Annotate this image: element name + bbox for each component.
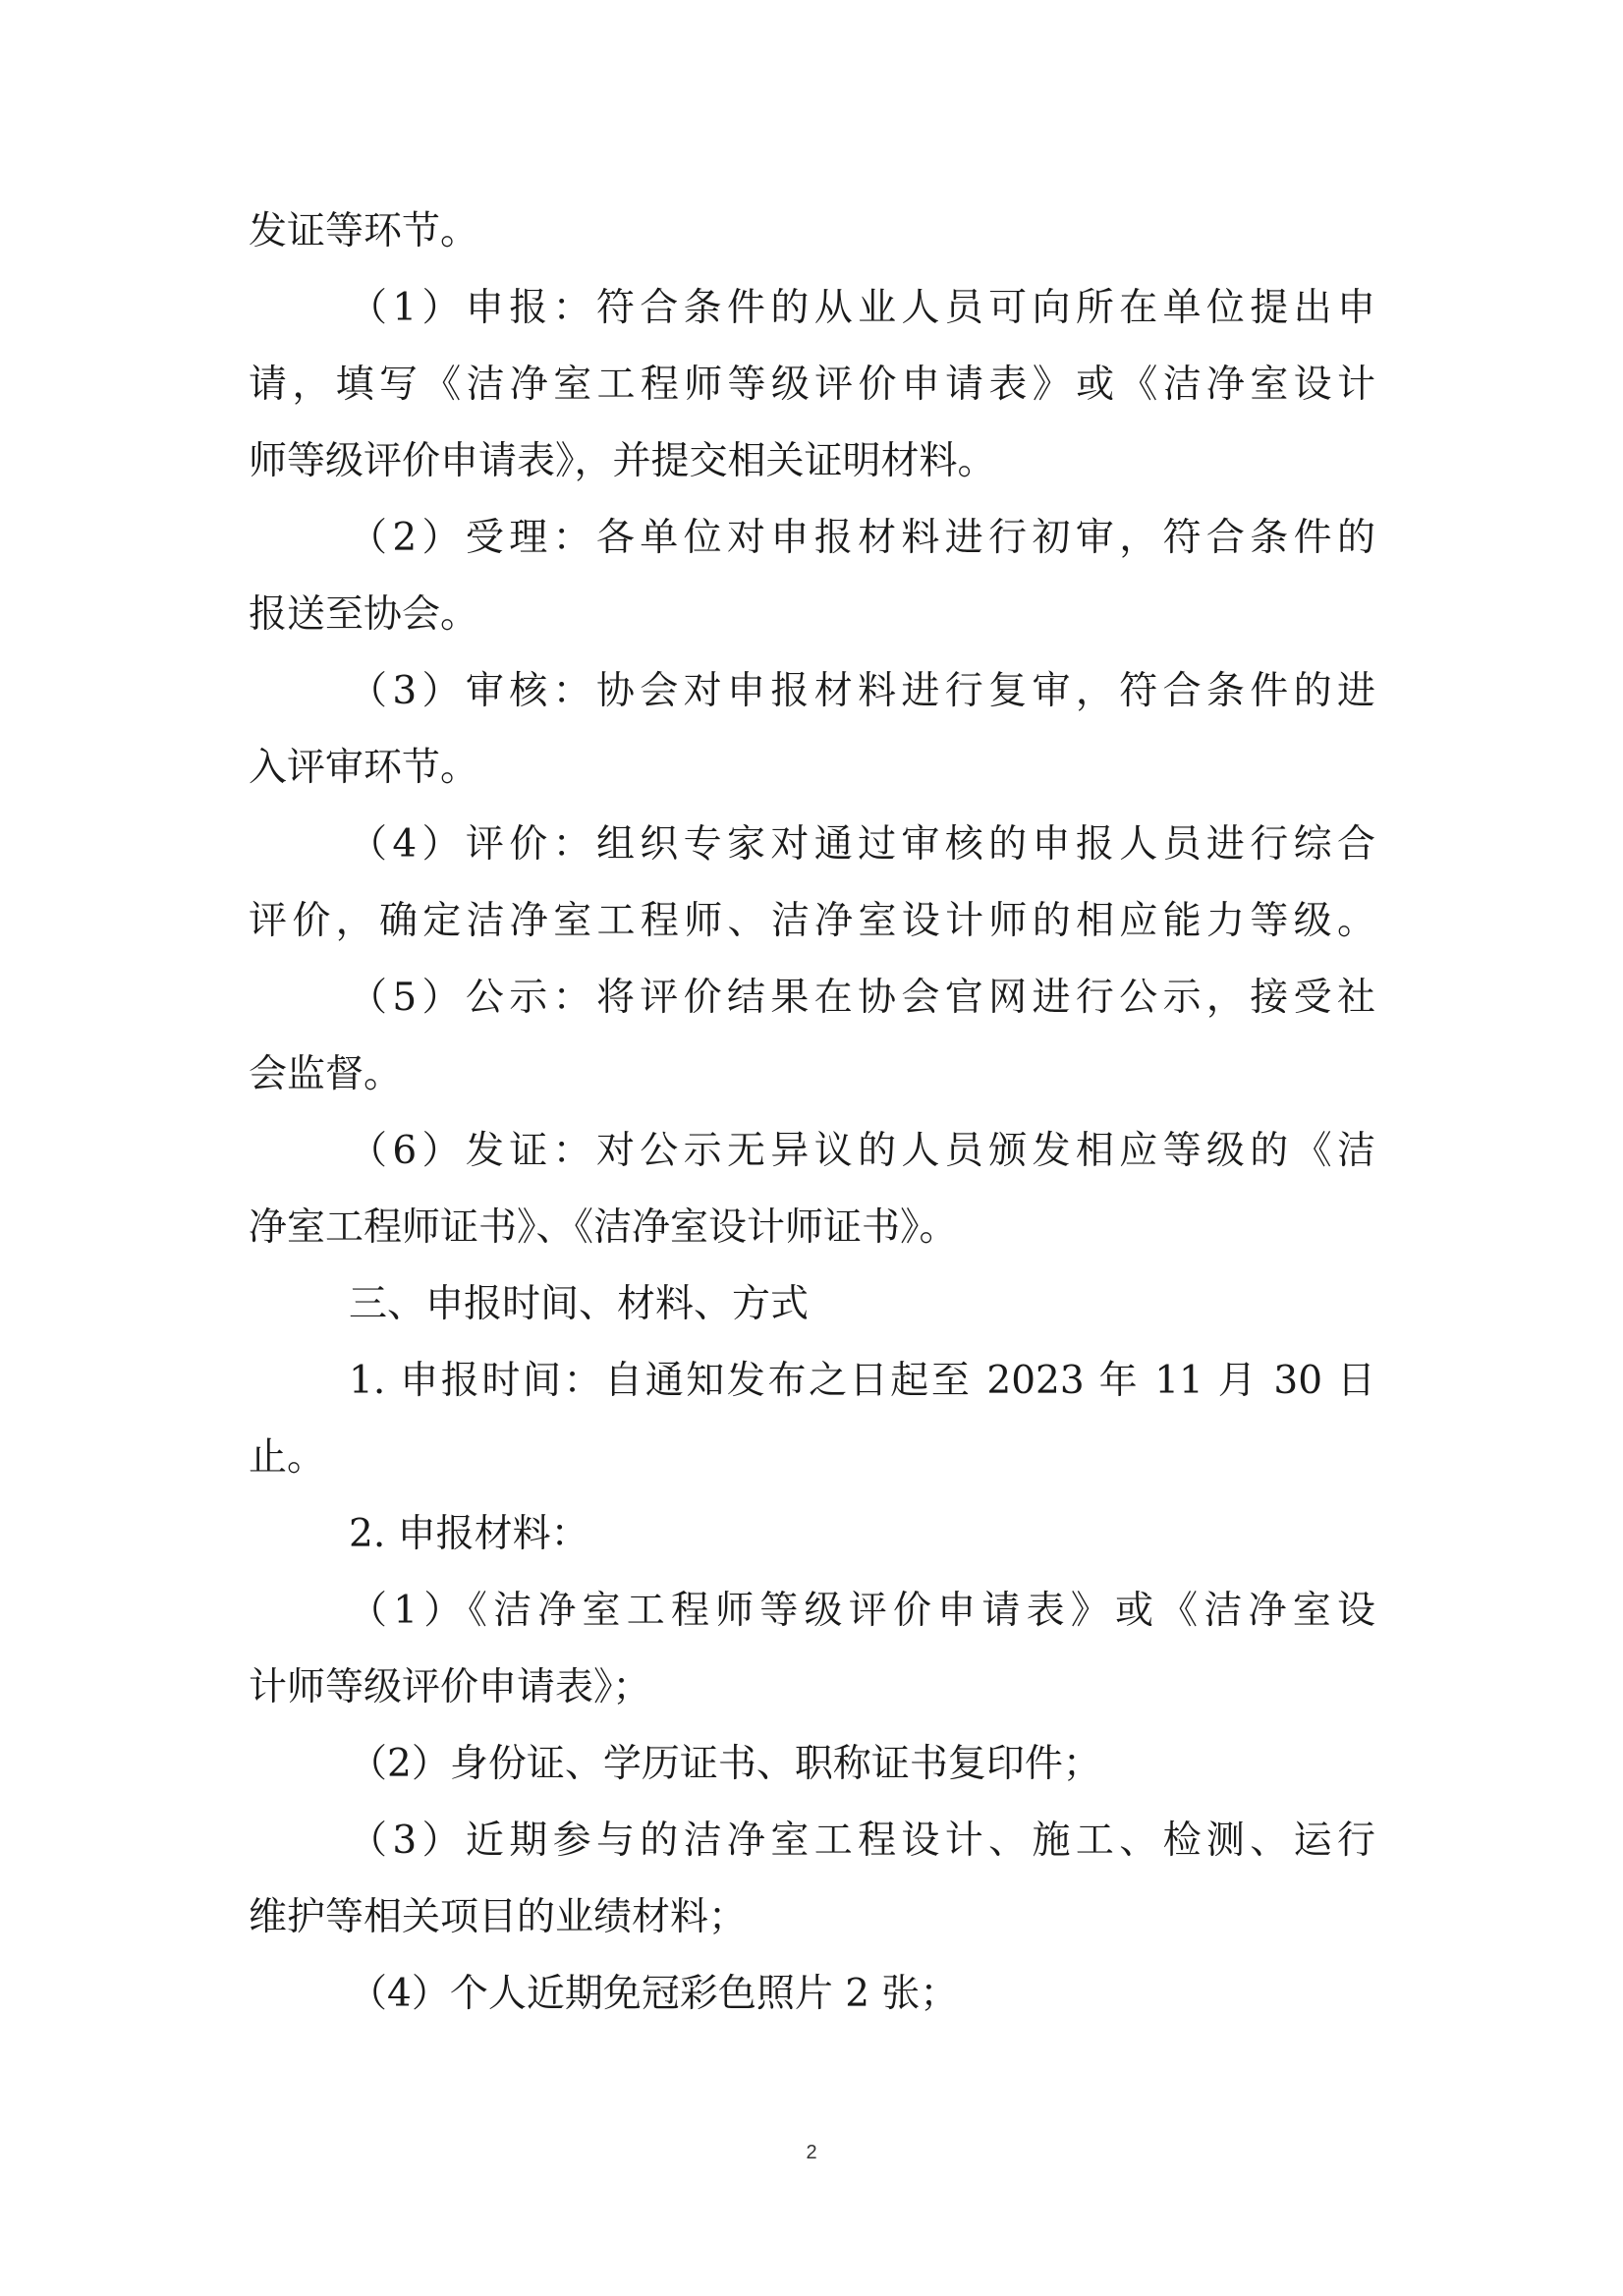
text-line: 计师等级评价申请表》； (249, 1665, 651, 1709)
text-line: （1）《洁净室工程师等级评价申请表》或《洁净室设 (349, 1589, 1375, 1633)
text-line: （3）近期参与的洁净室工程设计、施工、检测、运行 (349, 1819, 1375, 1863)
text-line: （2）受理：各单位对申报材料进行初审，符合条件的 (349, 516, 1375, 560)
text-line: 维护等相关项目的业绩材料； (249, 1895, 748, 1939)
text-line: 净室工程师证书》、《洁净室设计师证书》。 (249, 1205, 958, 1250)
text-line: 2. 申报材料： (349, 1512, 589, 1556)
text-line: 会监督。 (249, 1052, 403, 1096)
text-line: （3）审核：协会对申报材料进行复审，符合条件的进 (349, 669, 1375, 713)
text-line: 入评审环节。 (249, 746, 479, 790)
text-line: 报送至协会。 (249, 592, 479, 637)
text-line: （6）发证：对公示无异议的人员颁发相应等级的《洁 (349, 1129, 1375, 1173)
text-line: 止。 (249, 1435, 326, 1480)
text-line: 评价，确定洁净室工程师、洁净室设计师的相应能力等级。 (249, 899, 1375, 943)
text-line: 1. 申报时间：自通知发布之日起至 2023 年 11 月 30 日 (349, 1359, 1375, 1403)
text-line: （4）个人近期免冠彩色照片 2 张； (349, 1972, 959, 2016)
text-line: （2）身份证、学历证书、职称证书复印件； (349, 1742, 1101, 1786)
text-line: （5）公示：将评价结果在协会官网进行公示，接受社 (349, 976, 1375, 1020)
text-line: （4）评价：组织专家对通过审核的申报人员进行综合 (349, 822, 1375, 867)
section-heading: 三、申报时间、材料、方式 (349, 1282, 810, 1326)
text-line: 发证等环节。 (249, 209, 479, 253)
text-line: （1）申报：符合条件的从业人员可向所在单位提出申 (349, 286, 1375, 330)
text-line: 请，填写《洁净室工程师等级评价申请表》或《洁净室设计 (249, 363, 1375, 407)
page-number: 2 (806, 2142, 817, 2163)
text-line: 师等级评价申请表》，并提交相关证明材料。 (249, 439, 996, 483)
